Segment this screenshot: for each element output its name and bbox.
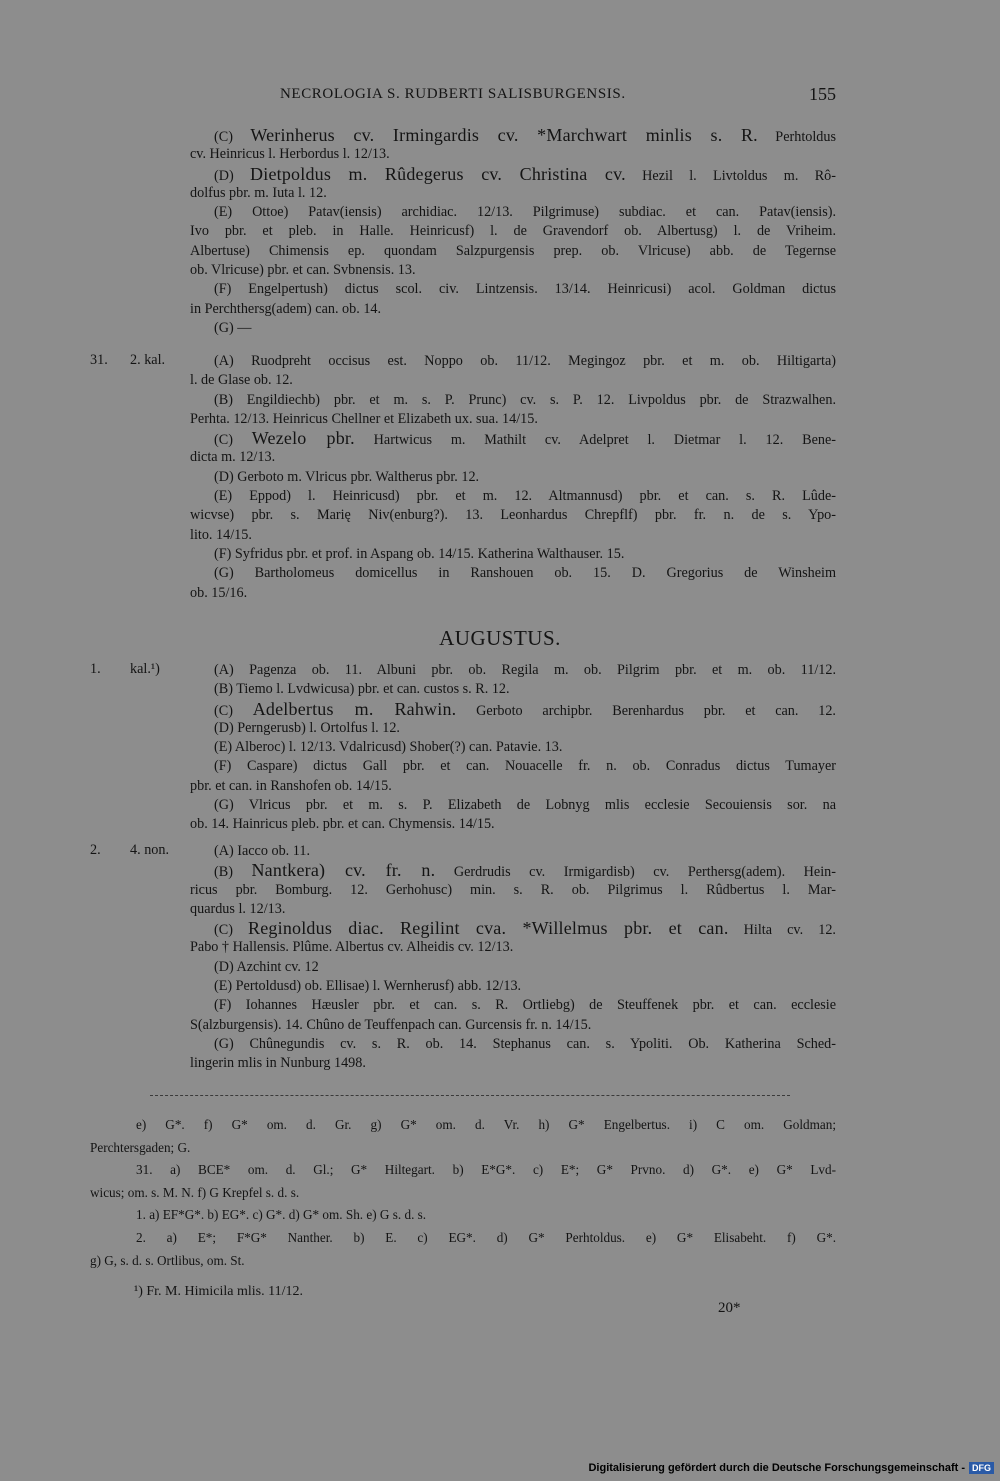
apparatus-divider bbox=[150, 1095, 790, 1096]
line-text: ob. 14. Hainricus pleb. pbr. et can. Chymensis. 14/15. bbox=[190, 816, 495, 833]
text-line bbox=[190, 300, 836, 319]
text-line bbox=[190, 1016, 836, 1035]
apparatus-line: Perchtersgaden; G. bbox=[90, 1139, 191, 1155]
emphasized-names: Werinherus cv. Irmingardis cv. *Marchwart minlis s. R. bbox=[250, 125, 758, 145]
text-line bbox=[190, 1054, 836, 1073]
calendar-date: kal.¹) bbox=[130, 661, 160, 677]
line-text: lingerin mlis in Nunburg 1498. bbox=[190, 1055, 366, 1072]
dfg-logo: DFG bbox=[969, 1462, 994, 1474]
emphasized-names: Nantkera) cv. fr. n. bbox=[251, 860, 436, 881]
critical-apparatus bbox=[90, 1114, 836, 1272]
text-line bbox=[190, 1035, 836, 1054]
day-number: 2. bbox=[90, 842, 101, 858]
text-line bbox=[190, 796, 836, 815]
calendar-date: 4. non. bbox=[130, 842, 170, 858]
text-line bbox=[190, 429, 836, 448]
section-title: AUGUSTUS. bbox=[439, 626, 561, 650]
entry-block-july-30 bbox=[190, 126, 836, 338]
line-text: (B) Engildiechb) pbr. et m. s. P. Prunc) cv. s. P. 12. Livpoldus pbr. de Strazwalhen. bbox=[214, 391, 836, 408]
text-line bbox=[190, 448, 836, 467]
line-text: (G) Chûnegundis cv. s. R. ob. 14. Stephanus can. s. Ypoliti. Ob. Katherina Sched- bbox=[214, 1035, 836, 1052]
line-text: Hezil l. Livtoldus m. Rô- bbox=[625, 167, 836, 184]
line-text: (E) Pertoldusd) ob. Ellisae) l. Wernherusf) abb. 12/13. bbox=[214, 978, 522, 995]
emphasized-names: Wezelo pbr. bbox=[251, 428, 355, 449]
text-line bbox=[190, 938, 836, 957]
apparatus-line: 2. a) E*; F*G* Nanther. b) E. c) EG*. d) G* Perhtoldus. e) G* Elisabeht. f) G*. bbox=[136, 1229, 836, 1245]
text-line bbox=[190, 900, 836, 919]
line-text: quardus l. 12/13. bbox=[190, 900, 286, 917]
line-text: in Perchthersg(adem) can. ob. 14. bbox=[190, 300, 382, 317]
text-line bbox=[190, 861, 836, 880]
line-text: (F) Syfridus pbr. et prof. in Aspang ob. 14/15. Katherina Walthauser. 15. bbox=[214, 545, 625, 562]
line-text: (C) bbox=[214, 922, 249, 939]
text-line bbox=[190, 777, 836, 796]
line-text: Hilta cv. 12. bbox=[728, 922, 836, 939]
text-line bbox=[190, 203, 836, 222]
text-line bbox=[190, 700, 836, 719]
text-line bbox=[190, 468, 836, 487]
line-text: l. de Glase ob. 12. bbox=[190, 372, 293, 389]
text-line bbox=[190, 881, 836, 900]
line-text: (E) Ottoe) Patav(iensis) archidiac. 12/13. Pilgrimuse) subdiac. et can. Patav(iensis). bbox=[214, 204, 836, 221]
line-text: (A) Ruodpreht occisus est. Noppo ob. 11/12. Megingoz pbr. et m. ob. Hiltigarta) bbox=[214, 353, 836, 369]
line-text: Albertuse) Chimensis ep. quondam Salzpurgensis prep. ob. Vlricuse) abb. de Tegernse bbox=[190, 242, 836, 259]
text-line bbox=[190, 545, 836, 564]
line-text: pbr. et can. in Ranshofen ob. 14/15. bbox=[190, 777, 392, 794]
apparatus-line: 1. a) EF*G*. b) EG*. c) G*. d) G* om. Sh. e) G s. d. s. bbox=[136, 1207, 427, 1223]
banner-text: Digitalisierung gefördert durch die Deutsche Forschungsgemeinschaft - bbox=[588, 1462, 965, 1474]
text-line bbox=[190, 680, 836, 699]
line-text: wicvse) pbr. s. Marię Niv(enburg?). 13. Leonhardus Chrepflf) pbr. fr. n. de s. Ypo- bbox=[190, 507, 836, 524]
line-text: (G) — bbox=[214, 319, 252, 336]
text-line bbox=[190, 977, 836, 996]
line-text: (F) Iohannes Hæusler pbr. et can. s. R. Ortliebg) de Steuffenek pbr. et can. ecclesie bbox=[214, 997, 836, 1014]
line-text: (C) bbox=[214, 702, 253, 719]
line-text: Gerdrudis cv. Irmigardisb) cv. Perthersg(adem). Hein- bbox=[435, 864, 836, 881]
line-text: (A) Iacco ob. 11. bbox=[214, 843, 310, 859]
emphasized-names: Reginoldus diac. Regilint cva. *Willelmus pbr. et can. bbox=[248, 918, 729, 939]
line-text: (C) bbox=[214, 432, 252, 449]
line-text: ob. 15/16. bbox=[190, 584, 248, 601]
entry-block-july-31 bbox=[90, 352, 836, 603]
line-text: Pabo † Hallensis. Plûme. Albertus cv. Alheidis cv. 12/13. bbox=[190, 939, 514, 956]
line-text: dicta m. 12/13. bbox=[190, 449, 276, 466]
line-text: dolfus pbr. m. Iuta l. 12. bbox=[190, 184, 327, 201]
text-line bbox=[190, 661, 836, 680]
text-line bbox=[190, 165, 836, 184]
line-text: Ivo pbr. et pleb. in Halle. Heinricusf) l. de Gravendorf ob. Albertusg) l. de Vriheim. bbox=[190, 223, 836, 240]
text-line bbox=[190, 126, 836, 145]
line-text: (D) Perngerusb) l. Ortolfus l. 12. bbox=[214, 719, 400, 736]
calendar-date: 2. kal. bbox=[130, 352, 166, 368]
line-text: (G) Vlricus pbr. et m. s. P. Elizabeth de Lobnyg mlis ecclesie Secouiensis sor. na bbox=[214, 797, 836, 814]
apparatus-line: e) G*. f) G* om. d. Gr. g) G* om. d. Vr. h) G* Engelbertus. i) C om. Goldman; bbox=[136, 1117, 836, 1132]
page-number: 155 bbox=[809, 84, 836, 104]
apparatus-line: 31. a) BCE* om. d. Gl.; G* Hiltegart. b) E*G*. c) E*; G* Prvno. d) G*. e) G* Lvd- bbox=[136, 1162, 836, 1178]
text-line bbox=[190, 919, 836, 938]
apparatus-line: wicus; om. s. M. N. f) G Krepfel s. d. s. bbox=[90, 1184, 300, 1200]
line-text: lito. 14/15. bbox=[190, 526, 252, 543]
page-header bbox=[190, 86, 836, 108]
line-text: (F) Engelpertush) dictus scol. civ. Lintzensis. 13/14. Heinricusi) acol. Goldman dictus bbox=[214, 281, 836, 298]
text-line bbox=[190, 242, 836, 261]
text-line bbox=[190, 352, 836, 371]
line-text: (G) Bartholomeus domicellus in Ranshouen ob. 15. D. Gregorius de Winsheim bbox=[214, 565, 836, 582]
line-text: S(alzburgensis). 14. Chûno de Teuffenpach can. Gurcensis fr. n. 14/15. bbox=[190, 1016, 592, 1033]
text-line bbox=[190, 842, 836, 861]
text-line bbox=[190, 410, 836, 429]
emphasized-names: Adelbertus m. Rahwin. bbox=[252, 698, 457, 719]
text-line bbox=[190, 757, 836, 776]
line-text: (A) Pagenza ob. 11. Albuni pbr. ob. Regila m. ob. Pilgrim pbr. et m. ob. 11/12. bbox=[214, 662, 836, 678]
line-text: (D) Azchint cv. 12 bbox=[214, 958, 319, 975]
text-line bbox=[190, 261, 836, 280]
text-line bbox=[190, 526, 836, 545]
day-number: 31. bbox=[90, 352, 108, 368]
text-line bbox=[190, 996, 836, 1015]
footnote: ¹) Fr. M. Himicila mlis. 11/12. bbox=[134, 1284, 303, 1299]
line-text: (D) Gerboto m. Vlricus pbr. Waltherus pbr. 12. bbox=[214, 468, 480, 485]
line-text: Perhtoldus bbox=[757, 129, 837, 145]
line-text: (B) Tiemo l. Lvdwicusa) pbr. et can. custos s. R. 12. bbox=[214, 681, 510, 698]
line-text: (B) bbox=[214, 864, 252, 881]
line-text: Gerboto archipbr. Berenhardus pbr. et can. 12. bbox=[456, 702, 836, 719]
line-text: (F) Caspare) dictus Gall pbr. et can. Nouacelle fr. n. ob. Conradus dictus Tumayer bbox=[214, 758, 836, 775]
text-line bbox=[190, 222, 836, 241]
emphasized-names: Dietpoldus m. Rûdegerus cv. Christina cv. bbox=[250, 163, 626, 184]
text-line bbox=[190, 391, 836, 410]
line-text: Hartwicus m. Mathilt cv. Adelpret l. Dietmar l. 12. Bene- bbox=[354, 432, 836, 449]
text-line bbox=[190, 958, 836, 977]
apparatus-line: g) G, s. d. s. Ortlibus, om. St. bbox=[90, 1252, 245, 1268]
line-text: ricus pbr. Bomburg. 12. Gerhohusc) min. s. R. ob. Pilgrimus l. Rûdbertus l. Mar- bbox=[190, 881, 836, 898]
line-text: Perhta. 12/13. Heinricus Chellner et Elizabeth ux. sua. 14/15. bbox=[190, 410, 538, 427]
digitization-banner bbox=[588, 1460, 994, 1476]
entry-block-august-2 bbox=[90, 842, 836, 1074]
text-line bbox=[190, 738, 836, 757]
text-line bbox=[190, 815, 836, 834]
text-line bbox=[190, 564, 836, 583]
running-title: NECROLOGIA S. RUDBERTI SALISBURGENSIS. bbox=[280, 86, 626, 102]
text-line bbox=[190, 584, 836, 603]
line-text: cv. Heinricus l. Herbordus l. 12/13. bbox=[190, 146, 390, 163]
text-line bbox=[190, 487, 836, 506]
line-text: (E) Eppod) l. Heinricusd) pbr. et m. 12. Altmannusd) pbr. et can. s. R. Lûde- bbox=[214, 488, 836, 505]
line-text: (D) bbox=[214, 167, 251, 184]
signature-mark: 20* bbox=[718, 1300, 741, 1316]
text-line bbox=[190, 506, 836, 525]
text-line bbox=[190, 280, 836, 299]
text-line bbox=[190, 319, 836, 338]
line-text: ob. Vlricuse) pbr. et can. Svbnensis. 13. bbox=[190, 262, 416, 279]
text-line bbox=[190, 371, 836, 390]
entry-block-august-1 bbox=[90, 661, 836, 835]
text-line bbox=[190, 719, 836, 738]
text-line bbox=[190, 145, 836, 164]
day-number: 1. bbox=[90, 661, 101, 677]
text-line bbox=[190, 184, 836, 203]
line-text: (C) bbox=[214, 129, 251, 145]
line-text: (E) Alberoc) l. 12/13. Vdalricusd) Shober(?) can. Patavie. 13. bbox=[214, 739, 563, 756]
